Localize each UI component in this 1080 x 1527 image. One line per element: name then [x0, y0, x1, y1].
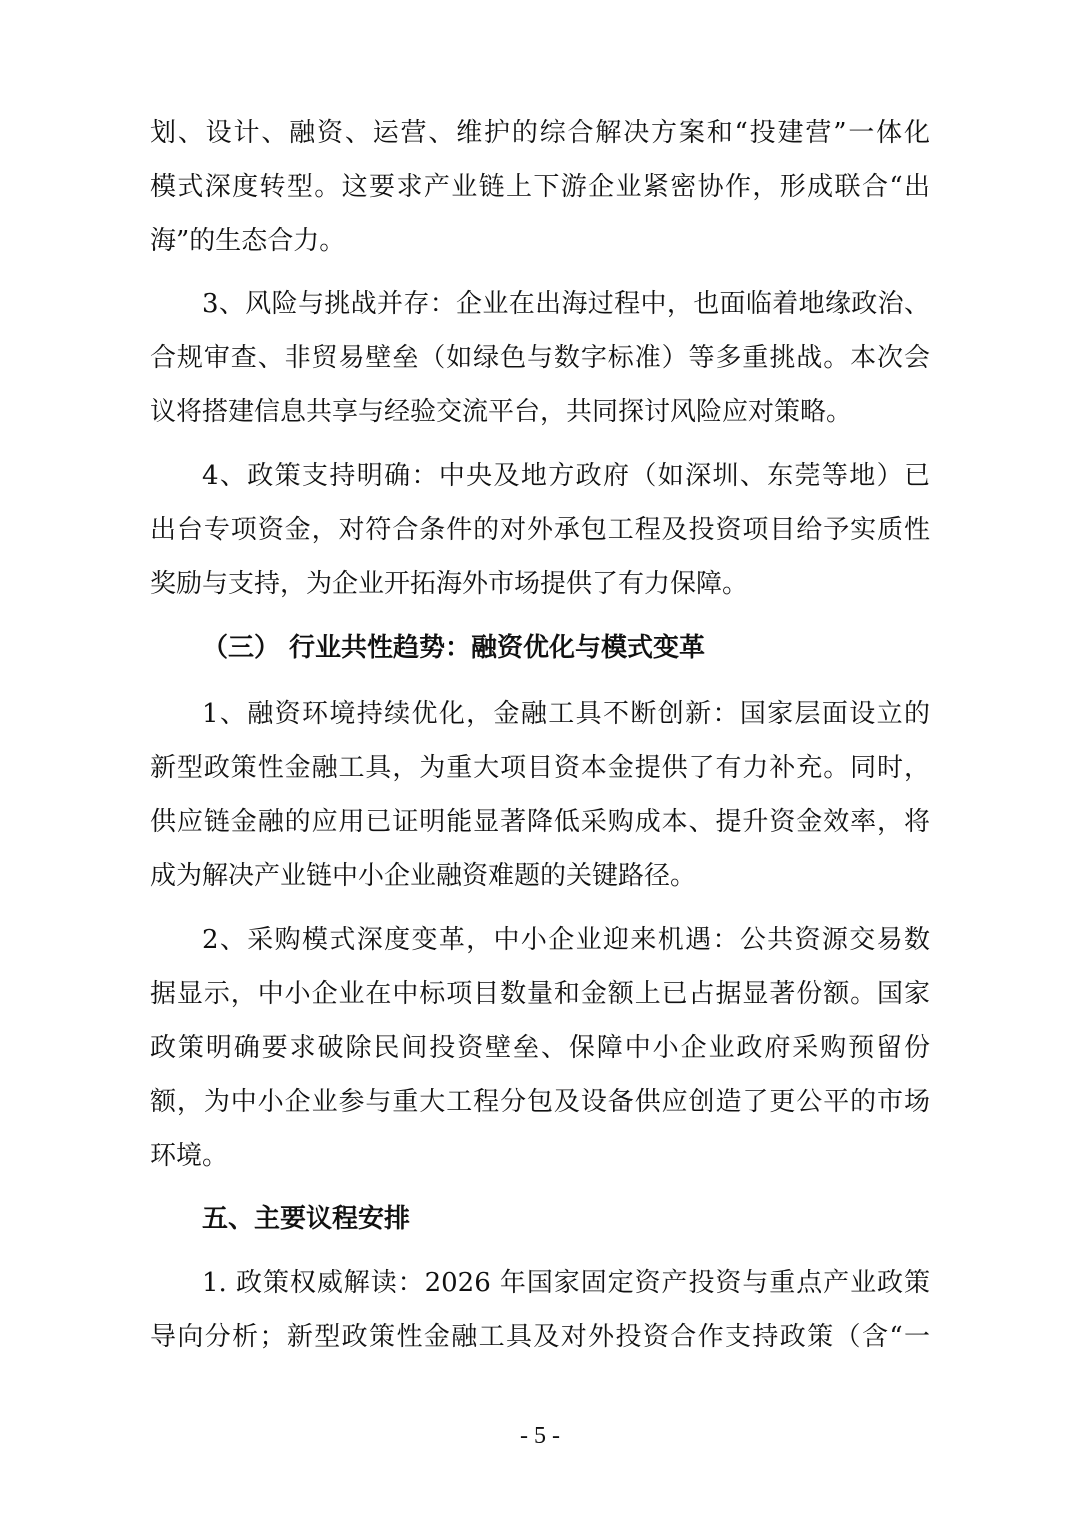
page-number: - 5 -	[520, 1423, 560, 1449]
paragraph-line: 3、风险与挑战并存：企业在出海过程中，也面临着地缘政治、	[202, 289, 930, 319]
paragraph-line: 导向分析；新型政策性金融工具及对外投资合作支持政策（含“一	[150, 1322, 930, 1352]
paragraph-line: 环境。	[150, 1141, 229, 1171]
paragraph-line: 议将搭建信息共享与经验交流平台，共同探讨风险应对策略。	[150, 397, 853, 427]
paragraph-line: 模式深度转型。这要求产业链上下游企业紧密协作，形成联合“出	[150, 172, 930, 202]
section-heading: 五、主要议程安排	[202, 1204, 411, 1234]
paragraph-line: 成为解决产业链中小企业融资难题的关键路径。	[150, 861, 697, 891]
paragraph-line: 4、政策支持明确：中央及地方政府（如深圳、东莞等地）已	[202, 461, 930, 491]
paragraph-line: 据显示，中小企业在中标项目数量和金额上已占据显著份额。国家	[150, 979, 930, 1009]
paragraph-line: 新型政策性金融工具，为重大项目资本金提供了有力补充。同时，	[150, 753, 930, 783]
paragraph-line: 划、设计、融资、运营、维护的综合解决方案和“投建营”一体化	[150, 118, 930, 148]
paragraph-line: 合规审查、非贸易壁垒（如绿色与数字标准）等多重挑战。本次会	[150, 343, 930, 373]
paragraph-line: 1、融资环境持续优化，金融工具不断创新：国家层面设立的	[202, 699, 930, 729]
paragraph-line: 2、采购模式深度变革，中小企业迎来机遇：公共资源交易数	[202, 925, 930, 955]
paragraph-line: 出台专项资金，对符合条件的对外承包工程及投资项目给予实质性	[150, 515, 930, 545]
paragraph-line: 奖励与支持，为企业开拓海外市场提供了有力保障。	[150, 569, 749, 599]
section-heading: （三） 行业共性趋势：融资优化与模式变革	[202, 633, 706, 663]
paragraph-line: 政策明确要求破除民间投资壁垒、保障中小企业政府采购预留份	[150, 1033, 930, 1063]
paragraph-line: 额，为中小企业参与重大工程分包及设备供应创造了更公平的市场	[150, 1087, 930, 1117]
paragraph-line: 1. 政策权威解读：2026 年国家固定资产投资与重点产业政策	[202, 1268, 930, 1298]
paragraph-line: 供应链金融的应用已证明能显著降低采购成本、提升资金效率，将	[150, 807, 930, 837]
paragraph-line: 海”的生态合力。	[150, 226, 346, 256]
